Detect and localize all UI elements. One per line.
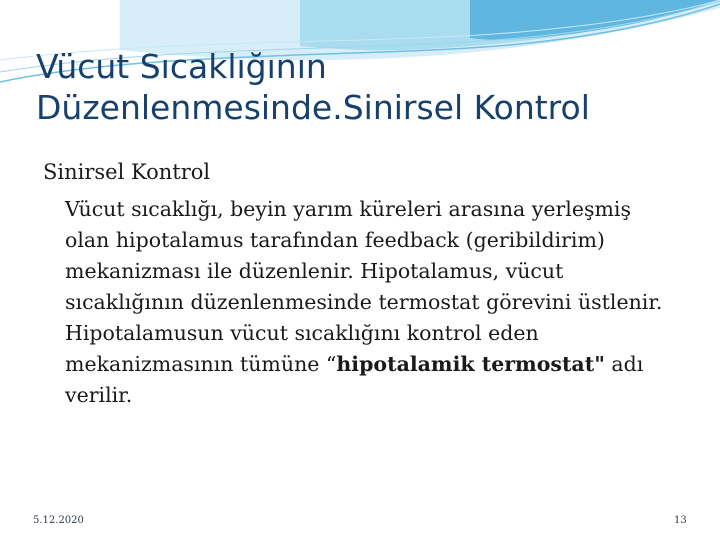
title-line-1: Vücut Sıcaklığının — [36, 47, 327, 86]
body-text-part-1: Vücut sıcaklığı, beyin yarım küreleri arasına yerleşmiş olan hipotalamus tarafından feedback (geribildirim) mekanizması ile düzenlenir. Hipotalamus, vücut sıcaklığının düzenlenmesinde termostat görevini üstlenir. Hipotalamusun vücut sıcaklığını kontrol eden mekanizmasının tümüne “ — [65, 197, 663, 376]
footer-page-number: 13 — [674, 515, 687, 526]
slide-title — [36, 46, 706, 128]
title-line-2: Düzenlenmesinde.Sinirsel Kontrol — [36, 88, 590, 127]
body-text-part-2: adı verilir. — [65, 352, 644, 407]
subheading: Sinirsel Kontrol — [43, 160, 211, 184]
body-paragraph — [65, 194, 670, 411]
footer-date: 5.12.2020 — [33, 515, 84, 526]
body-text-bold-term: hipotalamik termostat" — [336, 352, 605, 376]
